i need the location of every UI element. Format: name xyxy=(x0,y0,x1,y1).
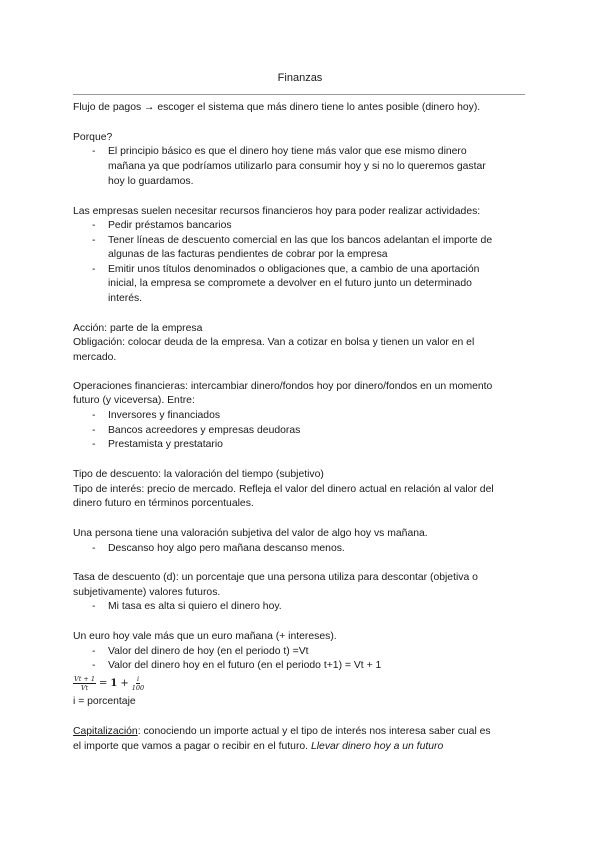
euro-bullet: Valor del dinero hoy en el futuro (en el periodo t+1) = Vt + 1 xyxy=(108,660,382,671)
persona-bullet: Descanso hoy algo pero mañana descanso menos. xyxy=(108,543,345,554)
fraction-i xyxy=(132,675,144,692)
bullet-dash: - xyxy=(92,410,96,421)
persona-line: Una persona tiene una valoración subjetiva del valor de algo hoy vs mañana. xyxy=(73,528,428,539)
title-divider xyxy=(73,94,525,95)
operaciones-line: Operaciones financieras: intercambiar dinero/fondos hoy por dinero/fondos en un momento xyxy=(73,381,493,392)
porque-bullet-line: El principio básico es que el dinero hoy tiene más valor que ese mismo dinero xyxy=(108,146,467,157)
tipo-interes-line: Tipo de interés: precio de mercado. Refleja el valor del dinero actual en relación al valor del xyxy=(73,484,494,495)
bullet-dash: - xyxy=(92,220,96,231)
accion-line: Acción: parte de la empresa xyxy=(73,323,203,334)
bullet-dash: - xyxy=(92,235,96,246)
tipo-descuento-line: Tipo de descuento: la valoración del tiempo (subjetivo) xyxy=(73,469,324,480)
capitalizacion-text: el importe que vamos a pagar o recibir en el futuro. xyxy=(73,741,311,752)
formula-one: 1 xyxy=(110,677,118,689)
empresas-bullet-line: Emitir unos títulos denominados o obligaciones que, a cambio de una aportación xyxy=(108,264,480,275)
empresas-bullet-line: interés. xyxy=(108,293,143,304)
euro-line: Un euro hoy vale más que un euro mañana (+ intereses). xyxy=(73,631,337,642)
fraction-numerator: i xyxy=(136,674,140,683)
operaciones-bullet: Prestamista y prestatario xyxy=(108,439,223,450)
bullet-dash: - xyxy=(92,601,96,612)
discount-formula xyxy=(73,672,144,694)
bullet-dash: - xyxy=(92,439,96,450)
capitalizacion-line-2 xyxy=(73,740,443,754)
porque-bullet-line: hoy lo guardamos. xyxy=(108,176,194,187)
bullet-dash: - xyxy=(92,264,96,275)
euro-bullet: Valor del dinero de hoy (en el periodo t) =Vt xyxy=(108,646,309,657)
capitalizacion-term: Capitalización xyxy=(73,726,138,737)
porcentaje-line: i = porcentaje xyxy=(73,696,136,707)
empresas-bullet-line: inicial, la empresa se compromete a devolver en el futuro junto un determinado xyxy=(108,278,472,289)
capitalizacion-line xyxy=(73,725,491,739)
obligacion-line: mercado. xyxy=(73,352,117,363)
intro-line: Flujo de pagos → escoger el sistema que más dinero tiene lo antes posible (dinero hoy). xyxy=(73,102,481,113)
fraction-vt xyxy=(73,675,96,692)
empresas-heading: Las empresas suelen necesitar recursos financieros hoy para poder realizar actividades: xyxy=(73,206,481,217)
bullet-dash: - xyxy=(92,146,96,157)
porque-label: Porque? xyxy=(73,132,113,143)
plus-sign: + xyxy=(120,677,129,689)
fraction-denominator: 100 xyxy=(131,683,145,692)
operaciones-bullet: Bancos acreedores y empresas deudoras xyxy=(108,425,301,436)
capitalizacion-text: : conociendo un importe actual y el tipo de interés nos interesa saber cual es xyxy=(137,726,491,737)
bullet-dash: - xyxy=(92,543,96,554)
porque-bullet-line: mañana ya que podríamos utilizarlo para consumir hoy y si no lo queremos gastar xyxy=(108,161,486,172)
capitalizacion-italic: Llevar dinero hoy a un futuro xyxy=(310,741,444,752)
operaciones-bullet: Inversores y financiados xyxy=(108,410,221,421)
bullet-dash: - xyxy=(92,660,96,671)
tasa-bullet: Mi tasa es alta si quiero el dinero hoy. xyxy=(108,601,282,612)
fraction-numerator: Vt + 1 xyxy=(74,674,96,683)
bullet-dash: - xyxy=(92,646,96,657)
empresas-bullet-line: Tener líneas de descuento comercial en las que los bancos adelantan el importe de xyxy=(108,235,493,246)
tasa-line: Tasa de descuento (d): un porcentaje que una persona utiliza para descontar (objetiva o xyxy=(73,572,478,583)
empresas-bullet-line: Pedir préstamos bancarios xyxy=(108,220,232,231)
page-title: Finanzas xyxy=(277,72,323,84)
empresas-bullet-line: algunas de las facturas pendientes de cobrar por la empresa xyxy=(108,249,388,260)
operaciones-line: futuro (y viceversa). Entre: xyxy=(73,395,195,406)
tipo-interes-line: dinero futuro en términos porcentuales. xyxy=(73,498,254,509)
obligacion-line: Obligación: colocar deuda de la empresa. Van a cotizar en bolsa y tienen un valor en el xyxy=(73,337,475,348)
fraction-denominator: Vt xyxy=(80,683,89,692)
equals-sign: = xyxy=(99,677,108,689)
tasa-line: subjetivamente) valores futuros. xyxy=(73,587,221,598)
bullet-dash: - xyxy=(92,425,96,436)
